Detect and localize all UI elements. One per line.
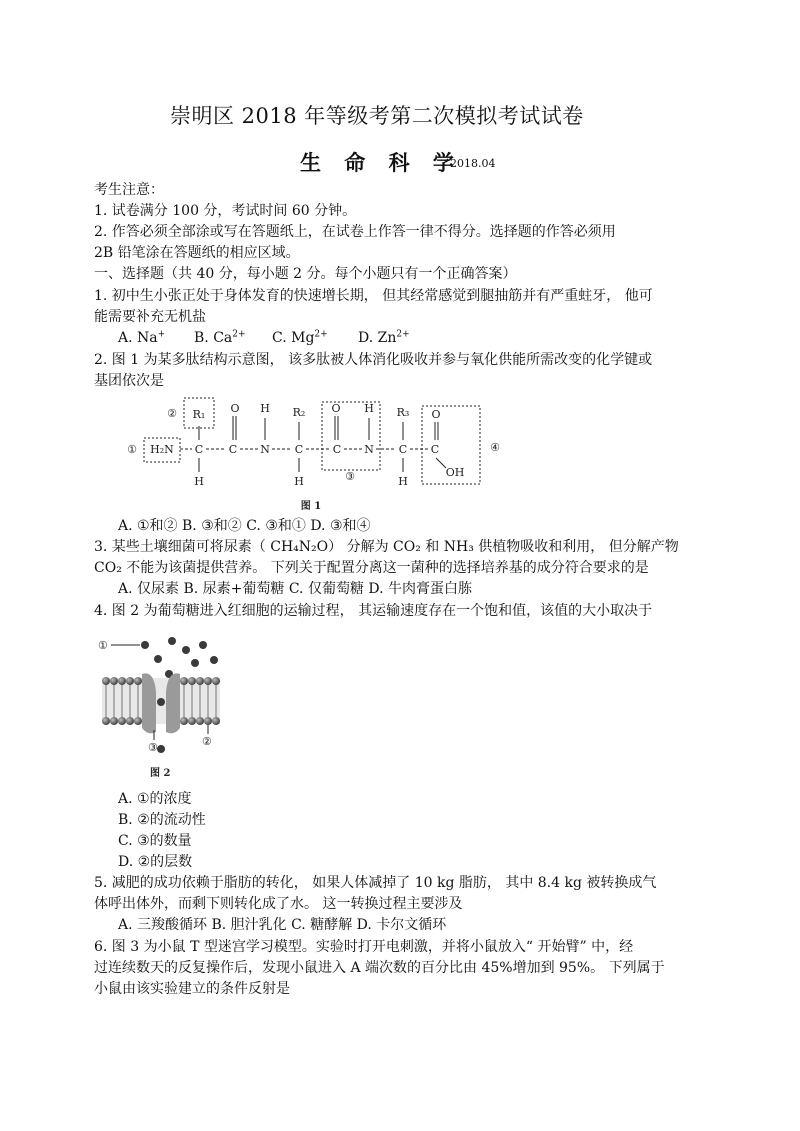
section-heading: 一、选择题（共 40 分，每小题 2 分。每个小题只有一个正确答案） <box>94 266 517 282</box>
label-c: C <box>430 443 440 456</box>
label-n: N <box>364 443 374 456</box>
label-circle-3: ③ <box>148 741 158 754</box>
carrier-protein <box>142 673 156 733</box>
q4-option-a: A. ①的浓度 <box>118 791 192 807</box>
q4-option-c: C. ③的数量 <box>118 833 192 849</box>
q1-option-b: B. $Ca^{2+}$ <box>194 329 246 346</box>
q4-option-b: B. ②的流动性 <box>118 812 206 828</box>
label-h: H <box>294 475 304 488</box>
label-c: C <box>194 443 204 456</box>
label-o: O <box>431 408 441 421</box>
question-1-stem: 能需要补充无机盐 <box>94 309 206 325</box>
subject-title: 生 命 科 学 <box>300 150 462 175</box>
question-2-stem: 2. 图 1 为某多肽结构示意图， 该多肽被人体消化吸收并参与氧化供能所需改变的化学键或 <box>94 352 653 368</box>
exam-title: 崇明区 2018 年等级考第二次模拟考试试卷 <box>170 104 584 128</box>
question-6-stem: 过连续数天的反复操作后，发现小鼠进入 A 端次数的百分比由 45%增加到 95%。 下列属于 <box>94 960 665 976</box>
figure-1-caption: 图 1 <box>300 501 322 512</box>
carrier-protein <box>166 673 180 733</box>
label-circle-1: ① <box>98 639 108 652</box>
question-1-stem: 1. 初中生小张正处于身体发育的快速增长期， 但其经常感觉到腿抽筋并有严重蛀牙， 他可 <box>94 288 653 304</box>
q4-option-d: D. ②的层数 <box>118 854 193 870</box>
label-r1: R₁ <box>192 408 206 421</box>
q2-options: A. ①和② B. ③和② C. ③和① D. ③和④ <box>118 518 371 534</box>
glucose-molecules <box>141 637 218 678</box>
question-6-stem: 6. 图 3 为小鼠 T 型迷宫学习模型。实验时打开电刺激，并将小鼠放入“ 开始臂” 中，经 <box>94 939 634 955</box>
notice-item: 1. 试卷满分 100 分，考试时间 60 分钟。 <box>94 203 357 219</box>
question-3-stem: 3. 某些土壤细菌可将尿素（ CH₄N₂O） 分解为 CO₂ 和 NH₃ 供植物吸收和利用， 但分解产物 <box>94 539 679 555</box>
q5-options: A. 三羧酸循环 B. 胆汁乳化 C. 糖酵解 D. 卡尔文循环 <box>118 917 447 933</box>
label-h: H <box>398 475 408 488</box>
question-4-stem: 4. 图 2 为葡萄糖进入红细胞的运输过程， 其运输速度存在一个饱和值，该值的大小取决于 <box>94 603 653 619</box>
q3-options: A. 仅尿素 B. 尿素+葡萄糖 C. 仅葡萄糖 D. 牛肉膏蛋白胨 <box>118 581 473 597</box>
question-5-stem: 体呼出体外，而剩下则转化成了水。 这一转换过程主要涉及 <box>94 896 463 912</box>
label-oh: OH <box>445 466 465 479</box>
notice-item: 2B 铅笔涂在答题纸的相应区域。 <box>94 245 300 261</box>
notice-item: 2. 作答必须全部涂或写在答题纸上，在试卷上作答一律不得分。选择题的作答必须用 <box>94 224 616 240</box>
label-circle-4: ④ <box>490 441 500 454</box>
figure-2-caption: 图 2 <box>150 768 171 779</box>
exam-date: 2018.04 <box>450 157 496 170</box>
label-circle-2: ② <box>167 407 177 420</box>
label-c: C <box>228 443 238 456</box>
q1-option-a: A. Na+ <box>118 329 166 346</box>
question-3-stem: CO₂ 不能为该菌提供营养。 下列关于配置分离这一菌种的选择培养基的成分符合要求的是 <box>94 560 649 576</box>
label-c: C <box>332 443 342 456</box>
label-circle-1: ① <box>127 443 137 456</box>
question-6-stem: 小鼠由该实验建立的条件反射是 <box>94 981 290 997</box>
label-o: O <box>230 402 240 415</box>
label-h: H <box>364 402 374 415</box>
label-c: C <box>398 443 408 456</box>
label-circle-2: ② <box>202 735 212 748</box>
question-5-stem: 5. 减肥的成功依赖于脂肪的转化， 如果人体减掉了 10 kg 脂肪， 其中 8.4 kg 被转换成气 <box>94 875 657 891</box>
q1-option-c: C. $Mg^{2+}$ <box>272 329 328 346</box>
label-r2: R₂ <box>292 406 306 419</box>
label-h2n: H₂N <box>150 443 174 456</box>
label-h: H <box>194 475 204 488</box>
label-circle-3: ③ <box>345 470 355 483</box>
figure-1-polypeptide <box>110 392 530 520</box>
label-c: C <box>294 443 304 456</box>
label-r3: R₃ <box>396 406 410 419</box>
notice-heading: 考生注意： <box>94 182 164 198</box>
label-n: N <box>260 443 270 456</box>
figure-2-membrane-transport <box>96 632 232 784</box>
label-o: O <box>331 402 341 415</box>
q1-option-d: D. $Zn^{2+}$ <box>358 329 410 346</box>
label-h: H <box>260 402 270 415</box>
question-2-stem: 基团依次是 <box>94 373 164 389</box>
